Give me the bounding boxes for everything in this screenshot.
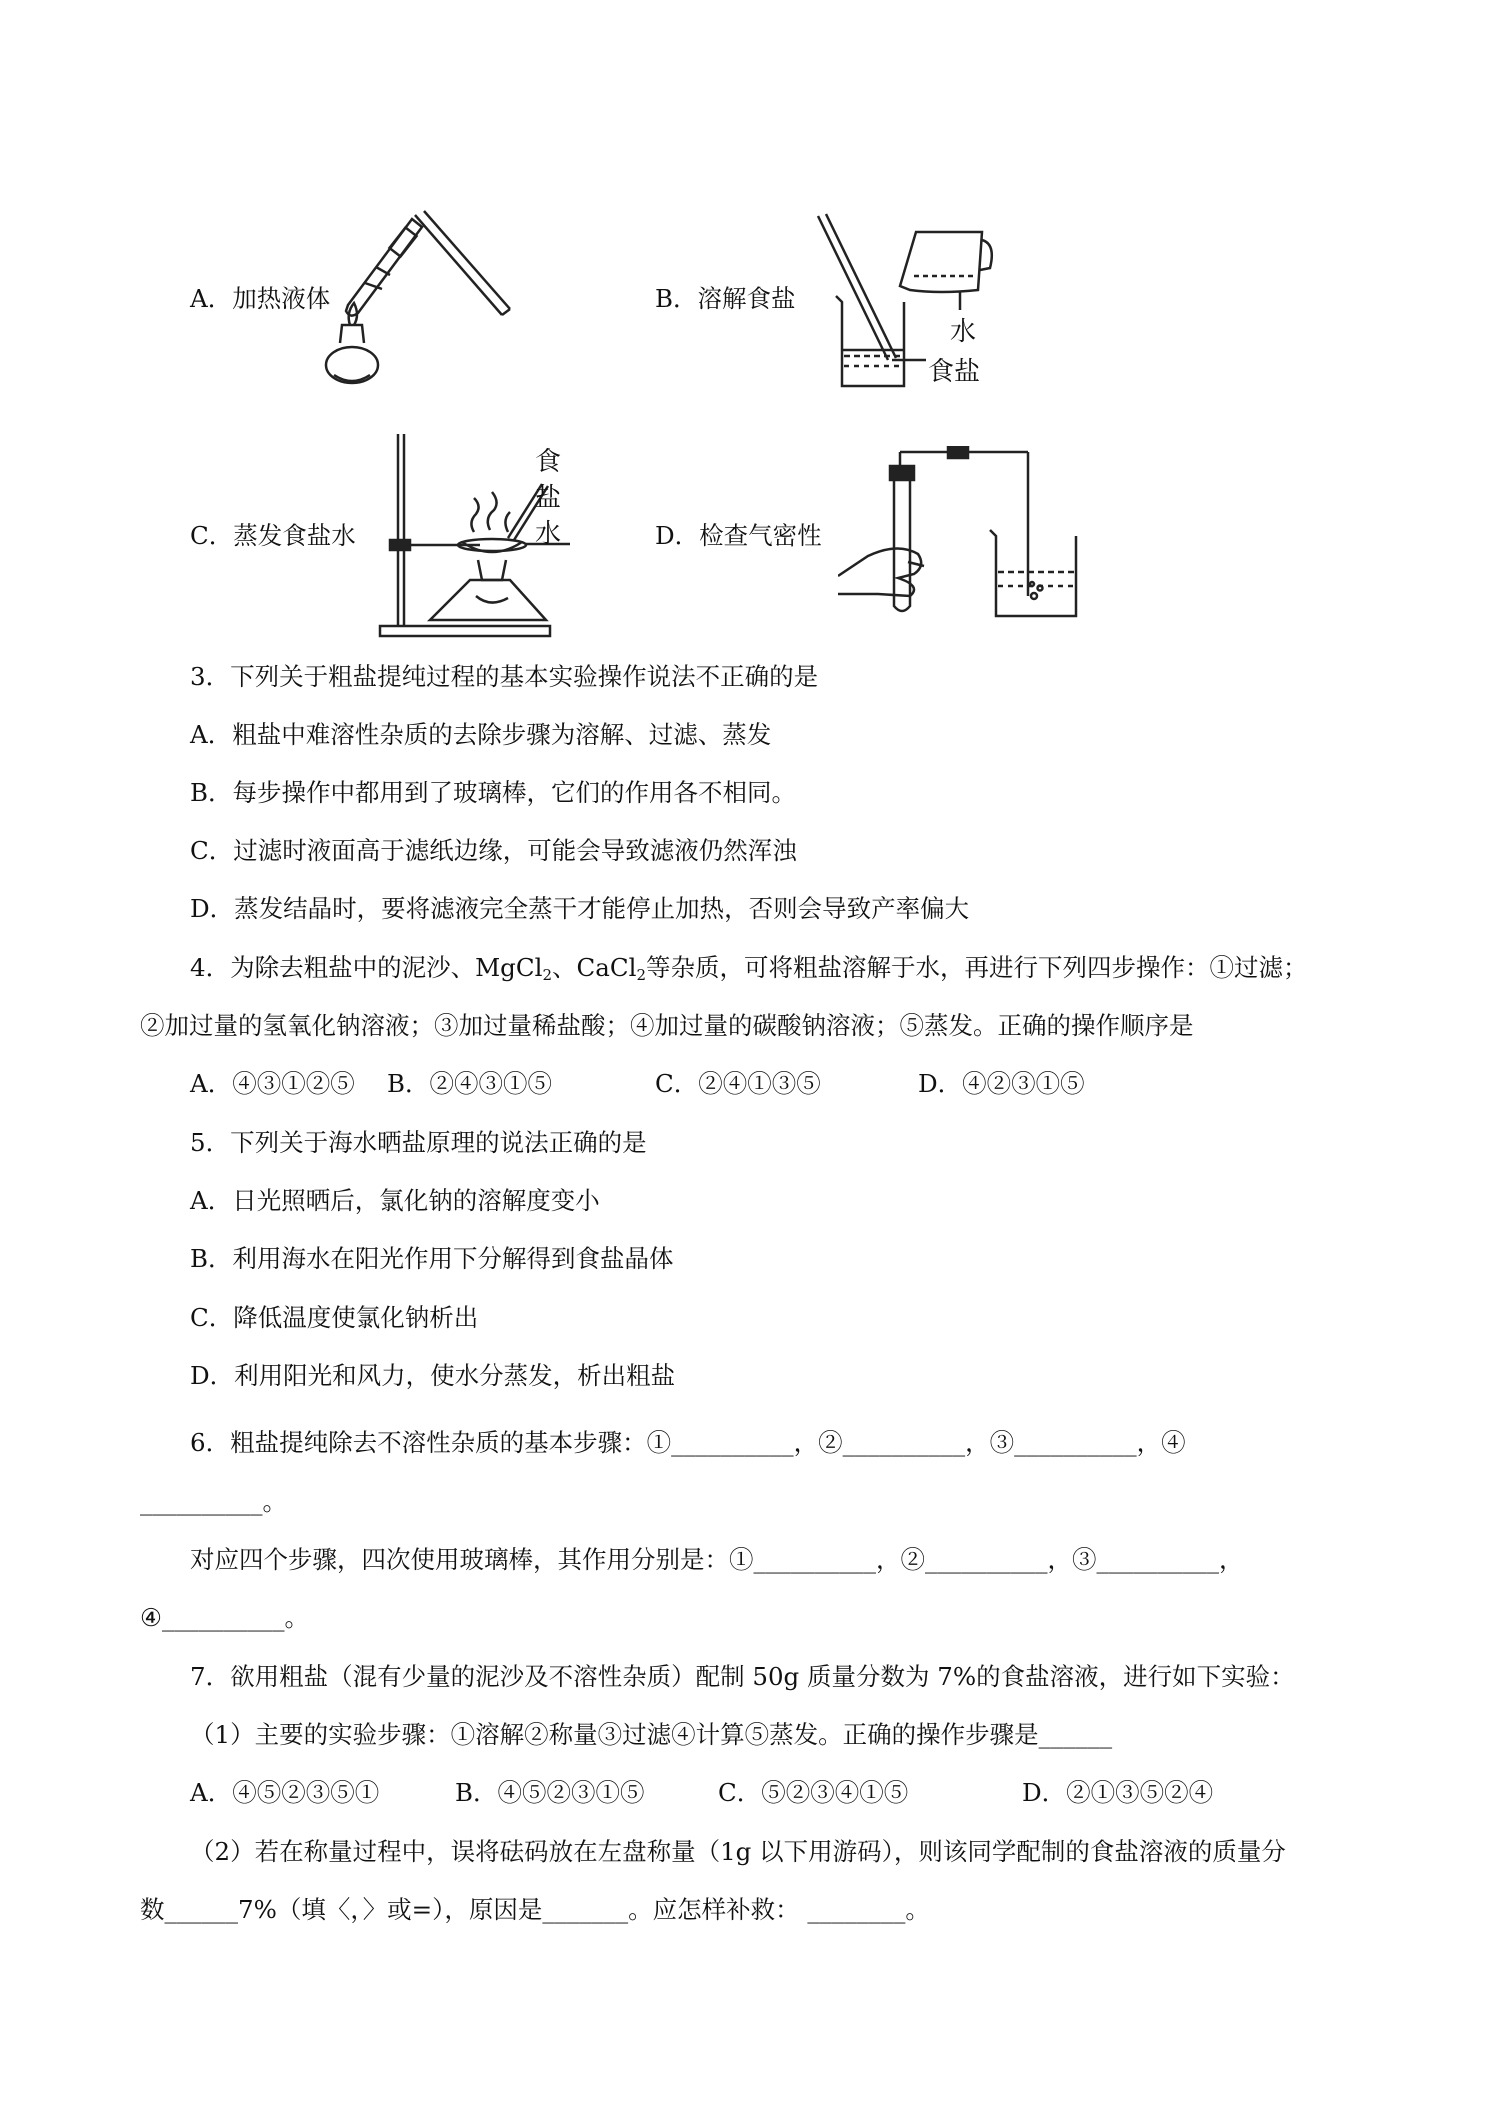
q7-option-d: D．②①③⑤②④ xyxy=(1022,1778,1214,1807)
q7-part2-line1: （2）若在称量过程中，误将砝码放在左盘称量（1g 以下用游码），则该同学配制的食盐溶液的质量分 xyxy=(190,1837,1286,1866)
q4-stem-line1: 4．为除去粗盐中的泥沙、MgCl$_2$、CaCl$_2$等杂质，可将粗盐溶解于水，再进行下列四步操作：①过滤； xyxy=(190,953,1308,984)
salt-label: 食盐 xyxy=(928,357,981,387)
q4-option-d: D．④②③①⑤ xyxy=(918,1069,1085,1098)
salt-water-label-1: 食 xyxy=(535,447,562,477)
water-label: 水 xyxy=(950,317,977,347)
q3-option-b: B．每步操作中都用到了玻璃棒，它们的作用各不相同。 xyxy=(190,778,797,807)
q3-option-a: A．粗盐中难溶性杂质的去除步骤为溶解、过滤、蒸发 xyxy=(190,720,772,749)
q6-line2: __________。 xyxy=(140,1487,287,1516)
q7-part1: （1）主要的实验步骤：①溶解②称量③过滤④计算⑤蒸发。正确的操作步骤是______ xyxy=(190,1720,1113,1749)
salt-water-label-3: 水 xyxy=(535,519,562,549)
airtightness-diagram xyxy=(838,446,1098,626)
beaker-stirring-rod-icon xyxy=(810,210,1010,395)
option-a-heating-label: A．加热液体 xyxy=(190,284,331,313)
heating-liquid-diagram xyxy=(320,205,520,395)
q6-line1: 6．粗盐提纯除去不溶性杂质的基本步骤：①__________，②__________，③__________，④ xyxy=(190,1428,1186,1457)
q5-stem: 5．下列关于海水晒盐原理的说法正确的是 xyxy=(190,1128,647,1157)
q7-option-a: A．④⑤②③⑤① xyxy=(190,1778,380,1807)
evaporation-diagram xyxy=(370,430,590,645)
q7-part2-line2: 数______7%（填〈，〉或=），原因是_______。应怎样补救： ________。 xyxy=(140,1895,930,1924)
dissolve-salt-diagram xyxy=(810,210,1010,395)
q4-option-b: B．②④③①⑤ xyxy=(387,1069,553,1098)
q7-option-c: C．⑤②③④①⑤ xyxy=(718,1778,909,1807)
option-b-dissolve-label: B．溶解食盐 xyxy=(655,284,796,313)
test-tube-hand-beaker-icon xyxy=(838,446,1098,626)
q3-stem: 3．下列关于粗盐提纯过程的基本实验操作说法不正确的是 xyxy=(190,662,819,691)
q4-option-c: C．②④①③⑤ xyxy=(655,1069,821,1098)
q3-option-c: C．过滤时液面高于滤纸边缘，可能会导致滤液仍然浑浊 xyxy=(190,836,797,865)
q4-option-a: A．④③①②⑤ xyxy=(190,1069,355,1098)
evaporating-dish-stand-icon xyxy=(370,430,590,645)
q7-option-b: B．④⑤②③①⑤ xyxy=(455,1778,645,1807)
q7-stem: 7．欲用粗盐（混有少量的泥沙及不溶性杂质）配制 50g 质量分数为 7%的食盐溶液，进行如下实验： xyxy=(190,1662,1295,1691)
q3-option-d: D．蒸发结晶时，要将滤液完全蒸干才能停止加热，否则会导致产率偏大 xyxy=(190,894,970,923)
q5-option-a: A．日光照晒后，氯化钠的溶解度变小 xyxy=(190,1186,600,1215)
salt-water-label-2: 盐 xyxy=(535,483,562,513)
q6-line4: ④__________。 xyxy=(140,1603,309,1632)
q6-line3: 对应四个步骤，四次使用玻璃棒，其作用分别是：①__________，②__________，③__________， xyxy=(190,1545,1244,1574)
q4-stem-line2: ②加过量的氢氧化钠溶液；③加过量稀盐酸；④加过量的碳酸钠溶液；⑤蒸发。正确的操作顺序是 xyxy=(140,1011,1194,1040)
option-c-evaporate-label: C．蒸发食盐水 xyxy=(190,521,356,550)
q5-option-b: B．利用海水在阳光作用下分解得到食盐晶体 xyxy=(190,1244,674,1273)
q5-option-c: C．降低温度使氯化钠析出 xyxy=(190,1303,479,1332)
q5-option-d: D．利用阳光和风力，使水分蒸发，析出粗盐 xyxy=(190,1361,676,1390)
test-tube-over-lamp-icon xyxy=(320,205,520,395)
option-d-airtight-label: D．检查气密性 xyxy=(655,521,822,550)
